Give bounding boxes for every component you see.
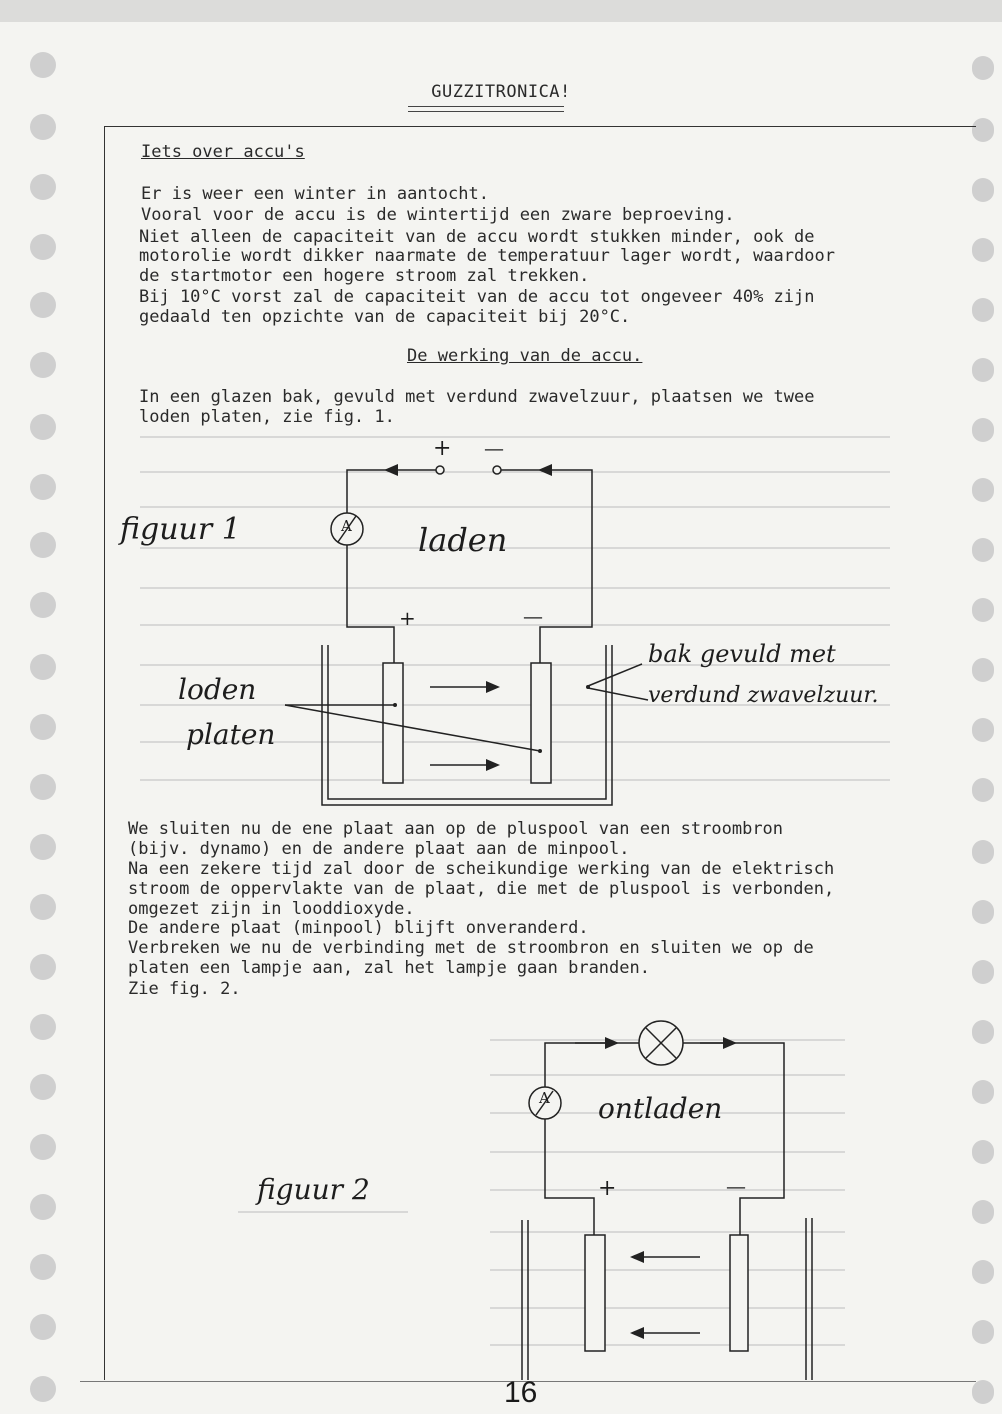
text-line: gedaald ten opzichte van de capaciteit bij 20°C. (139, 307, 631, 327)
figure1-caption: figuur 1 (120, 512, 241, 547)
text-line: Bij 10°C vorst zal de capaciteit van de accu tot ongeveer 40% zijn (139, 287, 815, 307)
text-line: loden platen, zie fig. 1. (139, 407, 395, 427)
figure2-caption: figuur 2 (257, 1173, 370, 1206)
text-line: In een glazen bak, gevuld met verdund zwavelzuur, plaatsen we twee (139, 387, 815, 407)
text-line: Zie fig. 2. (128, 979, 241, 999)
figure1-label-tank-1: bak gevuld met (648, 640, 836, 668)
figure1-minus-terminal: — (523, 604, 543, 628)
figure1-label-charge: laden (418, 521, 508, 559)
figure2-plus-terminal: + (598, 1176, 617, 1201)
page-number: 16 (504, 1376, 538, 1409)
figure1-minus-sign: — (484, 436, 504, 460)
text-line: We sluiten nu de ene plaat aan op de pluspool van een stroombron (128, 819, 784, 839)
text-line: omgezet zijn in looddioxyde. (128, 899, 415, 919)
text-line: Er is weer een winter in aantocht. (141, 184, 489, 204)
page-heading: GUZZITRONICA! (431, 82, 571, 102)
text-line: Niet alleen de capaciteit van de accu wordt stukken minder, ook de (139, 227, 815, 247)
figure1-plus-sign: + (433, 436, 452, 461)
figure1-plus-terminal: + (399, 606, 416, 630)
text-line: Verbreken we nu de verbinding met de stroombron en sluiten we op de (128, 938, 814, 958)
text-line: (bijv. dynamo) en de andere plaat aan de minpool. (128, 839, 630, 859)
figure2-minus-terminal: — (726, 1174, 746, 1198)
figure1-label-plates-2: platen (186, 718, 276, 751)
figure1-label-plates-1: loden (178, 673, 257, 706)
article-title: Iets over accu's (141, 142, 305, 162)
text-line: Vooral voor de accu is de wintertijd een zware beproeving. (141, 205, 735, 225)
figure2-ammeter-icon: A (539, 1089, 550, 1107)
text-line: platen een lampje aan, zal het lampje gaan branden. (128, 958, 650, 978)
figure1-ammeter-icon: A (341, 517, 352, 535)
section-title: De werking van de accu. (407, 346, 643, 366)
text-line: De andere plaat (minpool) blijft onveranderd. (128, 918, 589, 938)
text-line: Na een zekere tijd zal door de scheikundige werking van de elektrisch (128, 859, 835, 879)
text-line: stroom de oppervlakte van de plaat, die met de pluspool is verbonden, (128, 879, 835, 899)
figure1-label-tank-2: verdund zwavelzuur. (648, 683, 879, 708)
text-line: motorolie wordt dikker naarmate de temperatuur lager wordt, waardoor (139, 246, 835, 266)
figure2-label-discharge: ontladen (598, 1092, 723, 1125)
figure2-arrowheads (605, 1037, 737, 1339)
text-line: de startmotor een hogere stroom zal trekken. (139, 266, 590, 286)
